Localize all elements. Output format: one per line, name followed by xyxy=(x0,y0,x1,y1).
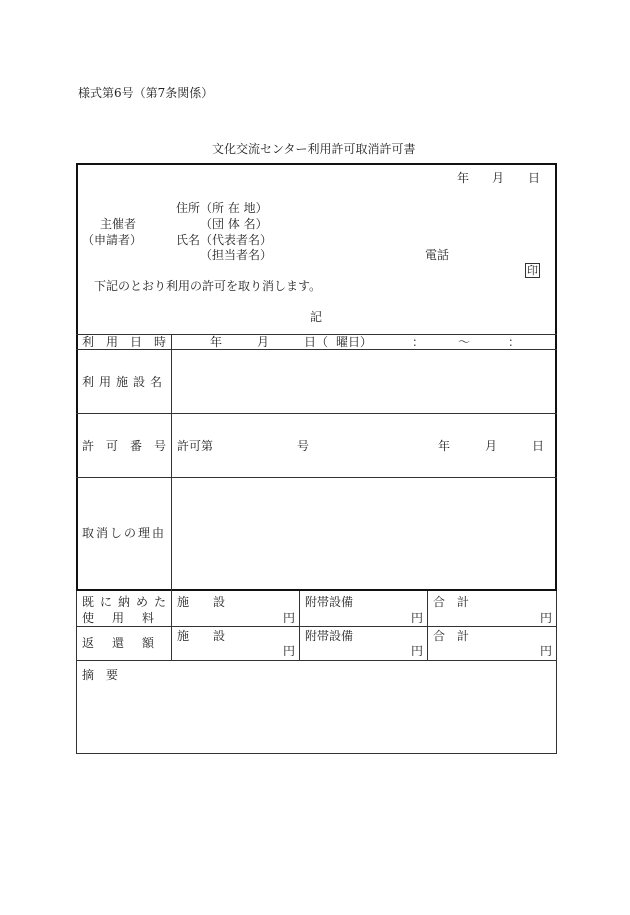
usage-start-colon: ： xyxy=(412,335,425,349)
lower-right-border xyxy=(556,591,557,754)
applicant-label: （申請者） xyxy=(82,233,143,247)
usage-end-colon: ： xyxy=(508,335,521,349)
usage-year: 年 xyxy=(210,335,223,349)
outer-left-border xyxy=(76,163,78,591)
paid-label-line2: 使用料 xyxy=(82,611,173,625)
permit-year: 年 xyxy=(438,439,451,453)
usage-day: 日（ xyxy=(304,335,329,349)
date-day: 日 xyxy=(528,171,541,185)
address-label: 住所（所 在 地） xyxy=(176,201,268,215)
date-year: 年 xyxy=(457,171,470,185)
usage-tilde: ～ xyxy=(458,335,471,349)
row-line-usage-bottom xyxy=(76,349,557,350)
bottom-border xyxy=(76,753,557,754)
permit-suffix: 号 xyxy=(297,439,310,453)
permit-prefix: 許可第 xyxy=(177,439,214,453)
reason-label: 取消しの理由 xyxy=(82,526,167,540)
organizer-label: 主催者 xyxy=(100,217,137,231)
document-title: 文化交流センター利用許可取消許可書 xyxy=(212,142,416,156)
refund-total-yen: 円 xyxy=(540,644,553,658)
row-line-paid-bottom xyxy=(76,626,557,627)
lower-left-border xyxy=(76,591,77,754)
representative-label: 氏名（代表者名） xyxy=(176,233,273,247)
row-line-refund-bottom xyxy=(76,660,557,661)
thick-bottom-border xyxy=(76,589,557,591)
paid-equipment-yen: 円 xyxy=(411,611,424,625)
usage-weekday: 曜日） xyxy=(336,335,373,349)
date-month: 月 xyxy=(492,171,505,185)
paid-total-yen: 円 xyxy=(540,611,553,625)
outer-top-border xyxy=(76,163,557,165)
refund-equipment-yen: 円 xyxy=(411,644,424,658)
paid-facility-label: 施 設 xyxy=(177,595,226,609)
paid-label-line1: 既に納めた xyxy=(82,595,173,609)
permit-month: 月 xyxy=(485,439,498,453)
group-name-label: （団 体 名） xyxy=(200,217,268,231)
outer-right-border xyxy=(555,163,557,591)
fee-divider-1 xyxy=(299,591,300,661)
summary-label: 摘 要 xyxy=(82,668,119,682)
refund-equipment-label: 附帯設備 xyxy=(305,629,354,643)
cancellation-statement: 下記のとおり利用の許可を取り消します。 xyxy=(94,279,322,293)
row-line-facility-bottom xyxy=(76,413,557,414)
ki-heading: 記 xyxy=(310,310,323,324)
row-line-permit-bottom xyxy=(76,477,557,478)
phone-label: 電話 xyxy=(425,248,450,262)
usage-month: 月 xyxy=(257,335,270,349)
contact-person-label: （担当者名） xyxy=(200,248,273,262)
paid-facility-yen: 円 xyxy=(283,611,296,625)
fee-divider-2 xyxy=(427,591,428,661)
usage-date-label xyxy=(82,335,179,349)
refund-facility-label: 施 設 xyxy=(177,629,226,643)
paid-total-label: 合 計 xyxy=(433,595,470,609)
refund-total-label: 合 計 xyxy=(433,629,470,643)
permit-label: 許可番号 xyxy=(82,439,179,453)
refund-facility-yen: 円 xyxy=(283,644,296,658)
refund-label: 返還額 xyxy=(82,636,173,650)
seal-stamp-box: 印 xyxy=(527,264,538,277)
usage-date-label-text: 利用日時 xyxy=(82,335,179,349)
facility-label: 利用施設名 xyxy=(82,375,168,389)
permit-day: 日 xyxy=(532,439,545,453)
paid-equipment-label: 附帯設備 xyxy=(305,595,354,609)
form-number: 様式第6号（第7条関係） xyxy=(78,86,214,100)
